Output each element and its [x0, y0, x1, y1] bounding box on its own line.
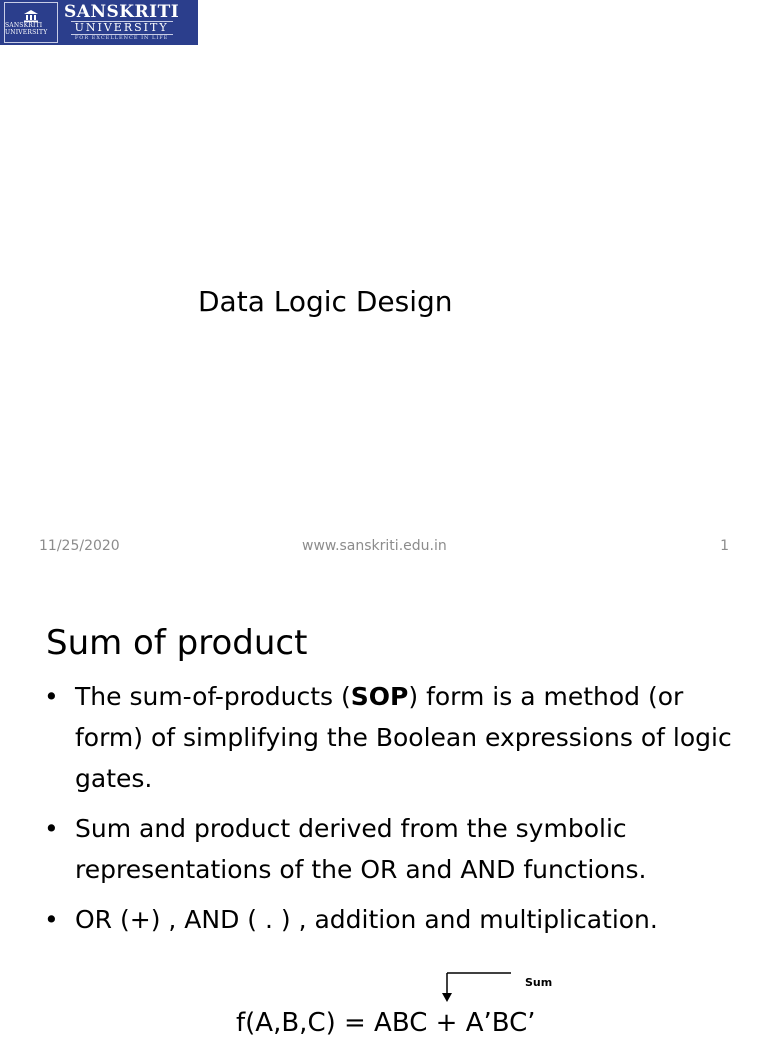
logo-emblem-text: SANSKRITI UNIVERSITY — [5, 21, 48, 36]
logo-wordmark — [64, 3, 179, 42]
footer-page-number: 1 — [720, 538, 729, 554]
bullet-item — [44, 676, 744, 799]
bullet-text-before: The sum-of-products ( — [75, 682, 351, 711]
slide-1-title: Data Logic Design — [198, 285, 453, 318]
bullet-text: Sum and product derived from the symbolic representations of the OR and AND functions. — [75, 814, 647, 884]
building-icon — [24, 10, 38, 22]
down-arrow-icon — [438, 969, 518, 1009]
bullet-icon: • — [44, 682, 59, 711]
university-logo — [0, 0, 198, 45]
sop-formula: f(A,B,C) = ABC + A’BC’ — [236, 1008, 536, 1038]
footer-url: www.sanskriti.edu.in — [302, 538, 447, 554]
sum-annotation-label: Sum — [525, 976, 553, 989]
bullet-text-after: ) form is a method (or form) of simplifying the Boolean expressions of logic gates. — [75, 682, 732, 793]
logo-name-line1: SANSKRITI — [64, 2, 180, 22]
slide-2-title: Sum of product — [46, 623, 308, 663]
bullet-text: OR (+) , AND ( . ) , addition and multiplication. — [75, 905, 658, 934]
bullet-icon: • — [44, 905, 59, 934]
logo-emblem — [4, 2, 58, 43]
logo-tagline: FOR EXCELLENCE IN LIFE — [74, 35, 169, 41]
bullet-item — [44, 808, 744, 890]
bullet-icon: • — [44, 814, 59, 843]
bullet-bold-term: SOP — [350, 682, 409, 711]
bullet-item — [44, 899, 744, 940]
logo-name-line2: UNIVERSITY — [71, 21, 173, 35]
footer-date: 11/25/2020 — [39, 538, 120, 554]
bullet-list — [44, 676, 744, 949]
